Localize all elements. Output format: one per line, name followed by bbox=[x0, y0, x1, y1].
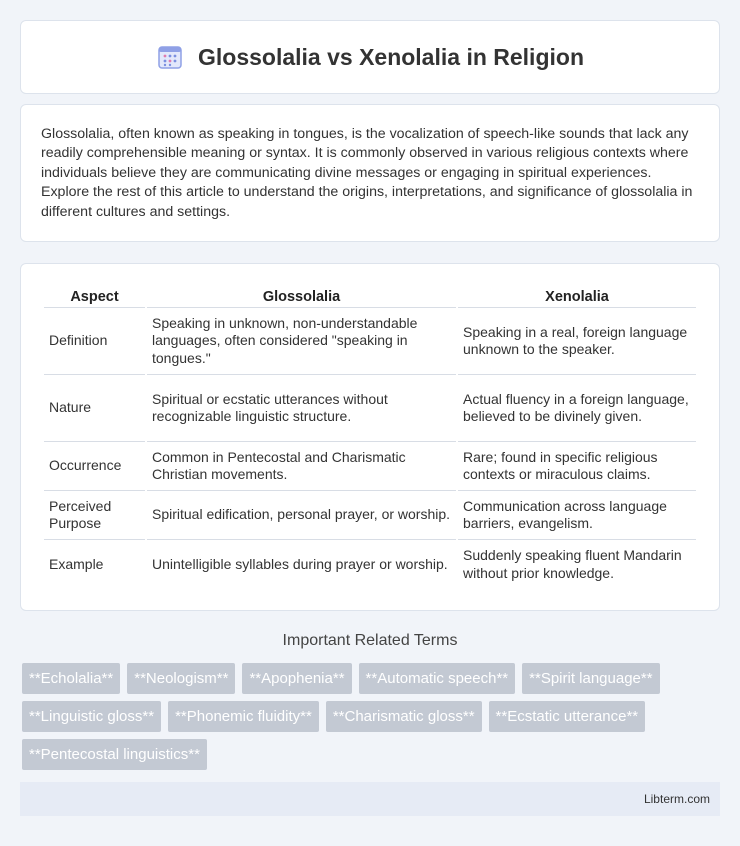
cell-xenolalia: Suddenly speaking fluent Mandarin without prior knowledge. bbox=[463, 547, 682, 581]
cell-xenolalia: Speaking in a real, foreign language unknown to the speaker. bbox=[458, 308, 696, 375]
cell-glossolalia: Speaking in unknown, non-understandable languages, often considered "speaking in tongues." bbox=[147, 308, 456, 375]
related-term-tag[interactable]: **Automatic speech** bbox=[359, 663, 516, 694]
cell-glossolalia: Spiritual edification, personal prayer, or worship. bbox=[147, 491, 456, 540]
table-row bbox=[44, 442, 696, 491]
page-title: Glossolalia vs Xenolalia in Religion bbox=[197, 43, 584, 70]
table-row bbox=[44, 375, 696, 442]
related-term-tag[interactable]: **Pentecostal linguistics** bbox=[22, 739, 207, 770]
cell-xenolalia: Communication across language barriers, evangelism. bbox=[458, 491, 696, 540]
table-row bbox=[44, 308, 696, 375]
related-term-tag[interactable]: **Phonemic fluidity** bbox=[168, 701, 319, 732]
cell-aspect: Example bbox=[49, 555, 104, 572]
header-aspect: Aspect bbox=[44, 284, 145, 308]
related-term-tag[interactable]: **Echolalia** bbox=[22, 663, 120, 694]
related-term-tag[interactable]: **Spirit language** bbox=[522, 663, 659, 694]
cell-aspect: Nature bbox=[44, 375, 145, 442]
comparison-card bbox=[20, 263, 720, 611]
related-term-tag[interactable]: **Charismatic gloss** bbox=[326, 701, 482, 732]
related-terms-list bbox=[22, 663, 722, 770]
table-row bbox=[44, 540, 696, 589]
comparison-table bbox=[42, 284, 698, 589]
intro-paragraph: Glossolalia, often known as speaking in tongues, is the vocalization of speech-like sounds that lack any readily comprehensible meaning or syntax. It is commonly observed in various religious contexts where individuals believe they are communicating divine messages or engaging in spiritual experiences. Explore the rest of this article to understand the origins, interpretations, and significance of glossolalia in different cultures and settings. bbox=[41, 126, 693, 220]
cell-glossolalia: Unintelligible syllables during prayer or worship. bbox=[152, 555, 448, 572]
footer bbox=[20, 782, 720, 816]
cell-aspect: Occurrence bbox=[44, 442, 145, 491]
cell-aspect: Perceived Purpose bbox=[44, 491, 145, 540]
related-term-tag[interactable]: **Linguistic gloss** bbox=[22, 701, 161, 732]
cell-xenolalia: Actual fluency in a foreign language, believed to be divinely given. bbox=[458, 375, 696, 442]
related-term-tag[interactable]: **Neologism** bbox=[127, 663, 235, 694]
intro-card bbox=[20, 104, 720, 242]
related-term-tag[interactable]: **Apophenia** bbox=[242, 663, 351, 694]
calendar-grid-icon bbox=[156, 43, 184, 71]
cell-aspect: Definition bbox=[44, 308, 145, 375]
related-terms-title: Important Related Terms bbox=[282, 632, 458, 649]
cell-glossolalia: Spiritual or ecstatic utterances without recognizable linguistic structure. bbox=[147, 375, 456, 442]
cell-xenolalia: Rare; found in specific religious contexts or miraculous claims. bbox=[458, 442, 696, 491]
related-term-tag[interactable]: **Ecstatic utterance** bbox=[489, 701, 646, 732]
table-header-row bbox=[44, 284, 696, 308]
cell-glossolalia: Common in Pentecostal and Charismatic Christian movements. bbox=[147, 442, 456, 491]
header-card bbox=[20, 20, 720, 94]
header-glossolalia: Glossolalia bbox=[147, 284, 456, 308]
header-xenolalia: Xenolalia bbox=[458, 284, 696, 308]
table-row bbox=[44, 491, 696, 540]
footer-site-link[interactable]: Libterm.com bbox=[643, 792, 710, 806]
